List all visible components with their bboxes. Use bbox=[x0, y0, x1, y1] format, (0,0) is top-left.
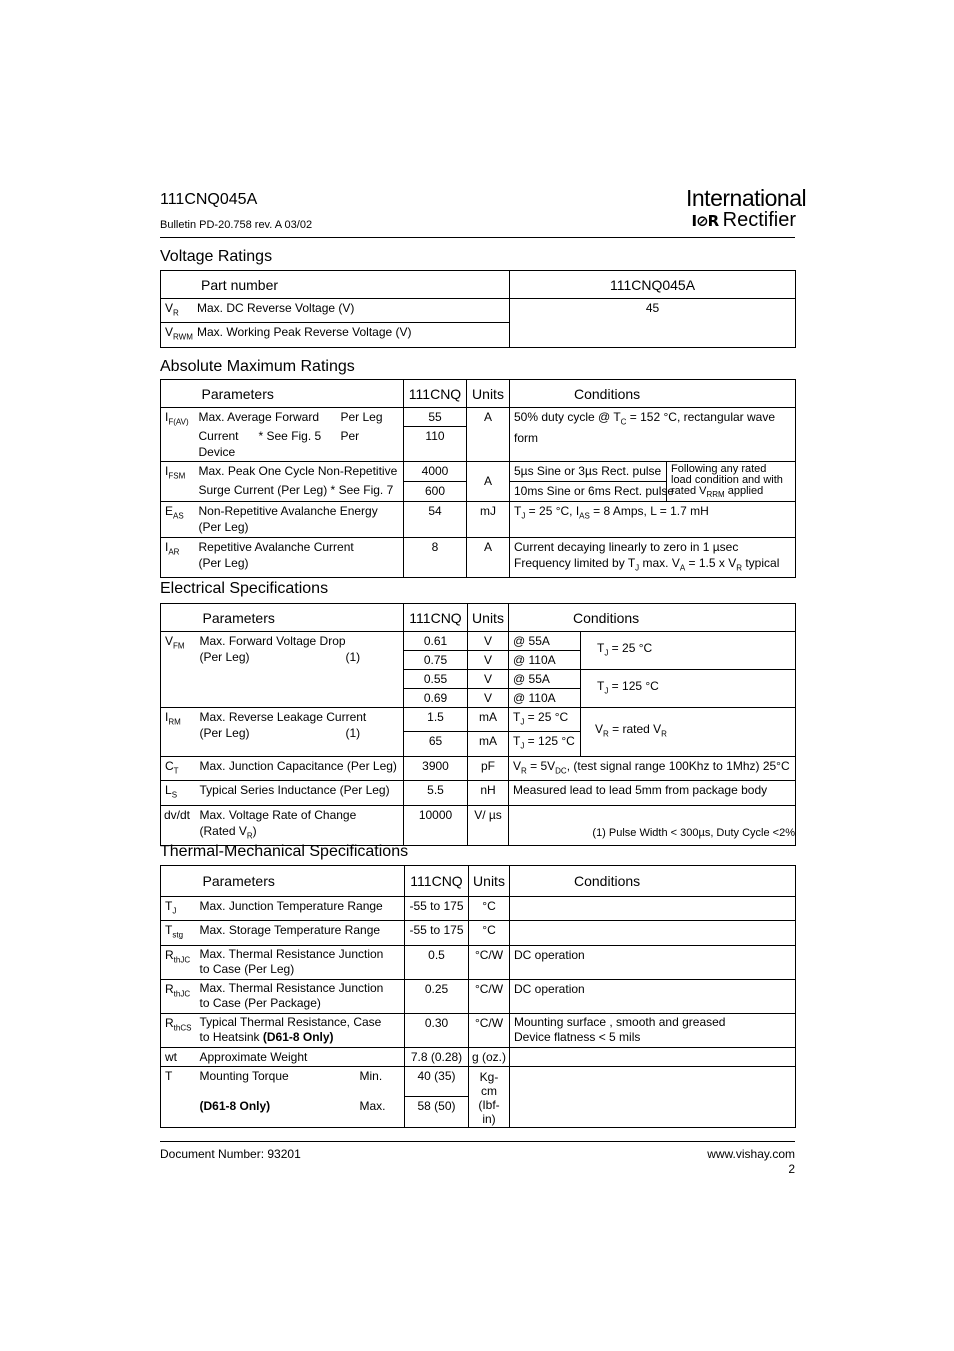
bulletin-line: Bulletin PD-20.758 rev. A 03/02 bbox=[160, 219, 313, 231]
voltage-ratings-title: Voltage Ratings bbox=[160, 248, 273, 265]
table-row: $E_{AS}$ Non-Repetitive Avalanche Energy (Per Leg) 54 mJ $T_J = 25$ °C, $I_{AS} = 8$ Amps, L = 1.7 mH bbox=[161, 501, 796, 537]
symbol-vrwm: $V_{RWM}$ bbox=[165, 325, 193, 342]
header-rule bbox=[160, 237, 795, 238]
col-part-number: Part number bbox=[161, 271, 510, 299]
absmax-table bbox=[160, 379, 796, 578]
logo-rectifier: Rectifier bbox=[722, 209, 796, 231]
voltage-ratings-table bbox=[160, 270, 796, 348]
table-row: wt Approximate Weight 7.8 (0.28) g (oz.) bbox=[161, 1047, 796, 1066]
table-row: T Mounting Torque Min. 40 (35) Kg-cm (Ibf-in) bbox=[161, 1066, 796, 1097]
symbol-eas: $E_{AS}$ bbox=[161, 501, 195, 537]
page-part-number: 111CNQ045A bbox=[160, 191, 258, 208]
symbol-irm: $I_{RM}$ bbox=[161, 708, 196, 757]
value-ifsm-1: 4000 bbox=[404, 461, 467, 481]
symbol-iar: $I_{AR}$ bbox=[161, 537, 195, 577]
table-row: 0.69 V @ 110A bbox=[161, 689, 796, 708]
table-row: $I_{F(AV)}$ Max. Average Forward Per Leg 55 A 50% duty cycle @ $T_C = 152$ °C, rectangular wave form bbox=[161, 408, 796, 427]
document-number: Document Number: 93201 bbox=[160, 1147, 301, 1161]
company-logo bbox=[686, 185, 807, 232]
desc-vrwm: Max. Working Peak Reverse Voltage (V) bbox=[197, 325, 412, 340]
symbol-ct: $C_T$ bbox=[161, 756, 196, 780]
table-row: $I_{FSM}$ Max. Peak One Cycle Non-Repetitive 4000 A 5µs Sine or 3µs Rect. pulse Following any rated load condition and with rated $V_{RRM}$ applied bbox=[161, 461, 796, 481]
unit-ifav: A bbox=[467, 408, 510, 462]
table-row: 0.75 V @ 110A bbox=[161, 651, 796, 670]
unit-ifsm: A bbox=[467, 461, 510, 501]
table-row bbox=[161, 299, 796, 323]
table-row: (D61-8 Only) Max. 58 (50) bbox=[161, 1097, 796, 1128]
table-row: $I_{AR}$ Repetitive Avalanche Current (Per Leg) 8 A Current decaying linearly to zero in 1 µsec Frequency limited by $T_J$ max. $V_A = 1.5$ x $V_R$ typical bbox=[161, 537, 796, 577]
col-parameters: Parameters bbox=[195, 380, 404, 408]
table-row: $C_T$ Max. Junction Capacitance (Per Leg) 3900 pF $V_R = 5V_{DC}$, (test signal range 100Khz to 1Mhz) 25°C bbox=[161, 756, 796, 780]
symbol-vfm: $V_{FM}$ bbox=[161, 632, 196, 708]
table-row: dv/dt Max. Voltage Rate of Change (Rated $V_R$) 10000 V/ µs bbox=[161, 805, 796, 845]
table-row: $V_{FM}$ Max. Forward Voltage Drop (Per Leg) (1) 0.61 V @ 55A $T_J = 25$ °C bbox=[161, 632, 796, 651]
table-row: $I_{RM}$ Max. Reverse Leakage Current (Per Leg) (1) 1.5 mA $T_J = 25$ °C $V_R$ = rated $V_R$ bbox=[161, 708, 796, 732]
symbol-ifav: $I_{F(AV)}$ bbox=[161, 408, 195, 462]
logo-international: International bbox=[686, 185, 807, 211]
table-row: $R_{thCS}$ Typical Thermal Resistance, Case to Heatsink (D61-8 Only) 0.30 °C/W Mounting surface , smooth and greased Device flatness < 5 mils bbox=[161, 1013, 796, 1047]
vishay-link[interactable]: www.vishay.com bbox=[707, 1147, 795, 1161]
value-ifsm-2: 600 bbox=[404, 481, 467, 501]
table-row: $R_{thJC}$ Max. Thermal Resistance Junction to Case (Per Package) 0.25 °C/W DC operation bbox=[161, 979, 796, 1013]
elec-table: Parameters 111CNQ Units Conditions $V_{FM}$ Max. Forward Voltage Drop (Per Leg) (1) 0.61 V @ 55A $T_J = 25$ °C 0.75 V @ 110A 0.55 V @ 55A $T_J = 125$ °C 0.69 V @ 110A $I_{RM}$ Max. Reverse Leakage Current (Per Leg) (1) 1.5 mA $T_J = 25$ °C $V_R$ = rated $V_R$ 65 mA $T_J = 125$ °C $C_T$ Max. Junction Capacitance (Per Leg) 3900 pF $V_R = 5V_{DC}$, (test signal range 100Khz to 1Mhz) 25°C $L_S$ Typical Series Inductance (Per Leg) 5.5 nH Measured lead to lead 5mm from package body dv/dt Max. Voltage Rate of Change (Rated $V_R$) 10000 V/ µs bbox=[160, 603, 796, 846]
value-ifav-device: 110 bbox=[404, 427, 467, 462]
col-part-value: 111CNQ045A bbox=[510, 271, 796, 299]
table-row: Current * See Fig. 5 Per Device 110 bbox=[161, 427, 796, 462]
table-row: $T_{stg}$ Max. Storage Temperature Range -55 to 175 °C bbox=[161, 921, 796, 945]
elec-title: Electrical Specifications bbox=[160, 580, 329, 597]
footer-rule bbox=[160, 1141, 795, 1142]
page-number: 2 bbox=[788, 1162, 795, 1176]
symbol-ls: $L_S$ bbox=[161, 781, 196, 805]
cond-iar: Current decaying linearly to zero in 1 µsec Frequency limited by $T_J$ max. $V_A = 1.5$ x $V_R$ typical bbox=[510, 537, 796, 577]
table-row: 65 mA $T_J = 125$ °C bbox=[161, 732, 796, 756]
voltage-value: 45 bbox=[510, 299, 796, 348]
thermal-title: Thermal-Mechanical Specifications bbox=[160, 843, 409, 860]
thermal-table: Parameters 111CNQ Units Conditions $T_J$ Max. Junction Temperature Range -55 to 175 °C $T_{stg}$ Max. Storage Temperature Range -55 to 175 °C $R_{thJC}$ Max. Thermal Resistance Junction to Case (Per Leg) 0.5 °C/W DC operation $R_{thJC}$ Max. Thermal Resistance Junction to Case (Per Package) 0.25 °C/W DC operation $R_{thCS}$ Typical Thermal Resistance, Case to Heatsink (D61-8 Only) 0.30 °C/W Mounting surface , smooth and greased Device flatness < 5 mils wt Approximate Weight 7.8 (0.28) g (oz.) T Mounting Torque Min. 40 (35) Kg-cm (Ibf-in) (D61-8 Only) Max. 58 (50) bbox=[160, 865, 796, 1128]
table-row: 0.55 V @ 55A $T_J = 125$ °C bbox=[161, 670, 796, 689]
cond-ifsm-note: Following any rated load condition and with rated $V_{RRM}$ applied bbox=[667, 461, 796, 501]
cond-eas: $T_J = 25$ °C, $I_{AS} = 8$ Amps, L = 1.7 mH bbox=[510, 501, 796, 537]
absmax-title: Absolute Maximum Ratings bbox=[160, 358, 355, 375]
col-conditions: Conditions bbox=[510, 380, 796, 408]
cond-ifav: 50% duty cycle @ $T_C = 152$ °C, rectangular wave form bbox=[510, 408, 796, 462]
desc-vr: Max. DC Reverse Voltage (V) bbox=[197, 301, 355, 315]
col-units: Units bbox=[467, 380, 510, 408]
table-row: $T_J$ Max. Junction Temperature Range -55 to 175 °C bbox=[161, 897, 796, 921]
table-row: $L_S$ Typical Series Inductance (Per Leg) 5.5 nH Measured lead to lead 5mm from package body bbox=[161, 781, 796, 805]
value-ifav-leg: 55 bbox=[404, 408, 467, 427]
table-row: $R_{thJC}$ Max. Thermal Resistance Junction to Case (Per Leg) 0.5 °C/W DC operation bbox=[161, 945, 796, 979]
symbol-ifsm: $I_{FSM}$ bbox=[161, 461, 195, 501]
table-row: Surge Current (Per Leg) * See Fig. 7 600 10ms Sine or 6ms Rect. pulse bbox=[161, 481, 796, 501]
col-part: 111CNQ bbox=[404, 380, 467, 408]
symbol-vr: $V_R$ bbox=[165, 301, 179, 318]
footnote: (1) Pulse Width < 300µs, Duty Cycle <2% bbox=[592, 827, 795, 839]
ior-logo-icon: I⊘R bbox=[691, 212, 719, 230]
